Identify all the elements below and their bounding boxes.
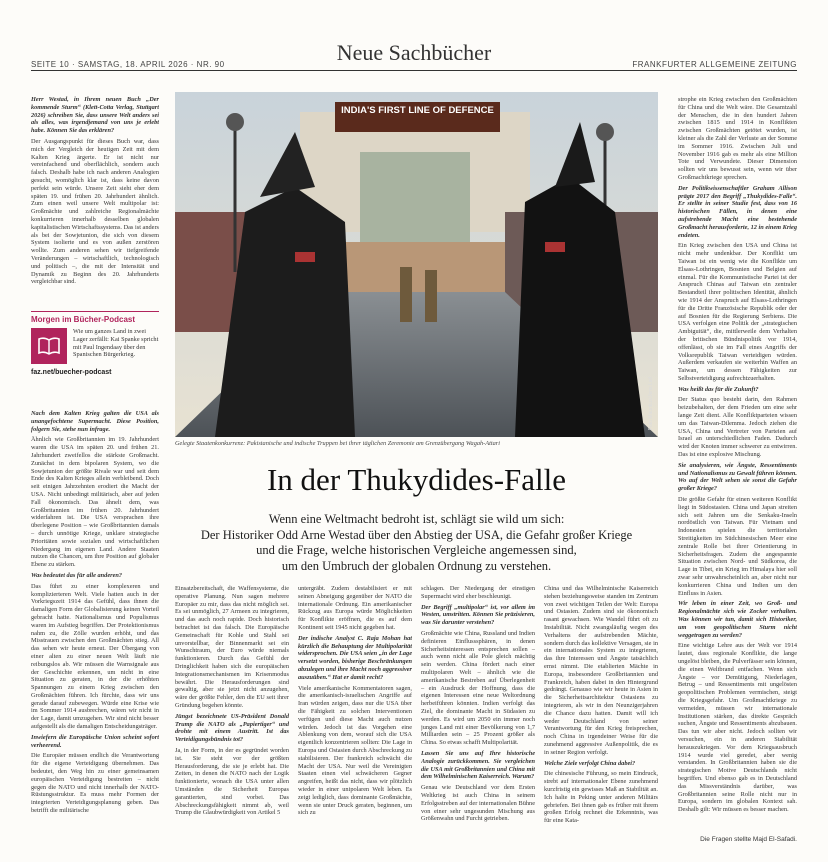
- section-title: Neue Sachbücher: [336, 40, 492, 65]
- interview-credit: Die Fragen stellte Majd El-Safadi.: [700, 836, 797, 843]
- answer: Einsatzbereitschaft, die Waffensysteme, die operative Planung. Nun sagen mehrere Europäer zu mir, dass das nicht möglich sei. Es sei unmöglich, 27 Armeen zu integrieren, und das auch noch rapide. Doch historisch betrachtet ist das falsch. Die Europäische Gemeinschaft für Kohle und Stahl sei unvorstellbar, der Binnenmarkt sei ein Wunschtraum, der Euro würde niemals funktionieren. Durch das Gefühl der Dringlichkeit haben sich die europäischen Integrationsmechanismen im Krisenmodus bewährt. Die Herausforderungen sind gewaltig, aber sie jetzt nicht anzugehen, wäre der größte Fehler, den die EU seit ihrer Gründung begehen könnte.: [175, 585, 289, 709]
- question: Was bedeutet das für alle anderen?: [31, 571, 123, 579]
- column-e: [421, 585, 535, 857]
- podcast-title: Morgen im Bücher-Podcast: [31, 311, 159, 324]
- answer: strophe ein Krieg zwischen den Großmächten für China und die Welt wäre. Die Gesamtzahl der Menschen, die in den hundert Jahren zwischen 1815 und 1914 in Konflikten zwischen Großmächten getötet wurden, ist kleiner als die Zahl der Verluste an der Somme im Sommer 1916. Zwischen Juli und November 1916 gab es mehr als eine Million Tote und Verwundete. Dieser Dimension sollten wir uns bewusst sein, wenn wir über Großmachtkriege sprechen.: [678, 96, 797, 181]
- photo-credit: Foto Mauritius/Jens Laif: [648, 377, 654, 431]
- podcast-box: [31, 311, 159, 376]
- answer: Die größte Gefahr für einen weiteren Konflikt liegt in Südostasien. China und Japan streiten sich seit Jahren um die Senkaku-Inseln nordöstlich von Taiwan. Für Vietnam und Indonesien spielen die territorialen Streitigkeiten im Südchinesischen Meer eine zentrale Rolle bei ihrer Orientierung in Sicherheitsfragen. Zudem die angespannte Situation zwischen Nord- und Südkorea, die Lage in Tibet, ein Krieg im Himalaya hier soll zwar sehr unwahrscheinlich an, aber nicht nur konkurrieren China und Indien um den Einfluss in Asien.: [678, 496, 797, 597]
- question: Sie analysieren, wie Ängste, Ressentiments und Nationalismus zu Gewalt führen können. Wo auf der Welt sehen sie sonst die Gefahr großer Kriege?: [678, 461, 797, 493]
- answer: schlagen. Der Niedergang der einstigen Supermacht wird eher beschleunigt.: [421, 585, 535, 600]
- column-left-bottom: [31, 410, 159, 858]
- question: Lassen Sie uns auf Ihre historische Analogie zurückkommen. Sie vergleichen die USA mit Großbritannien und China mit dem Wilhelminischen Kaiserreich. Warum?: [421, 749, 535, 781]
- question: Herr Westad, in Ihrem neuen Buch „Der kommende Sturm“ (Klett-Cotta Verlag, Stuttgart 2026) schreiben Sie, dass unsere Welt anders sei als alles, was irgendjemand von uns je erlebt habe. Können Sie das erklären?: [31, 96, 159, 135]
- header-rule: [31, 70, 797, 71]
- photo-caption: Gelegte Staatenkonkurrenz: Pakistanische und indische Truppen bei ihrer täglichen Zeremonie am Grenzübergang Wagah-Attari: [175, 440, 500, 447]
- answer: Die Europäer müssen endlich die Verantwortung für die eigene Verteidigung übernehmen. Das bedeutet, den Weg hin zu einer gemeinsamen europäischen Verteidigung bestreiten – nicht gegen die NATO und nicht innerhalb der NATO-Rüstungsstruktur. Es muss mehr Formen der integrierten Verteidigungsplanung geben. Das betrifft die militärische: [31, 752, 159, 815]
- column-d: [298, 585, 412, 857]
- photo-sign-text: INDIA'S FIRST LINE OF DEFENCE: [341, 105, 494, 116]
- article-headline: In der Thukydides-Falle: [266, 462, 567, 497]
- answer: untergräbt. Zudem destabilisiert er mit seinen Abneigung gegenüber der NATO die internationale Ordnung. Ein amerikanischer Rückzug aus Europa würde Möglichkeiten für Konflikte eröffnen, die es auf dem Kontinent seit 1945 nicht gegeben hat.: [298, 585, 412, 631]
- subhead-line: und die Frage, welche historischen Vergleiche angemessen sind,: [256, 543, 577, 557]
- column-c: [175, 585, 289, 857]
- column-right: [678, 96, 797, 831]
- answer: China und das Wilhelminische Kaiserreich stehen beziehungsweise standen im Zentrum von zwei wichtigen Teilen der Welt: Europa und Ostasien. Zudem sind sie ökonomisch rasant gewachsen. Wie Wandel führt oft zu Instabilität. Nicht zwangsläufig wegen des Verhaltens der aufstrebenden Mächte, sondern durch das kollektive Versagen, sie in ein internationales System zu integrieren, das ihre Interessen und Ängste tatsächlich ernst nimmt. Die etablierten Mächte in Europa, insbesondere Großbritannien und Frankreich, haben dabei in den Hintergrund gedrängt. Genauso wie wir heute in Asien in die Sicherheitsarchitektur Ostasiens zu integrieren, als wir in den Neunzigerjahren die Chance dazu hatten. Damit will ich weder Deutschland von seiner Verantwortung für den Krieg freisprechen, noch China in irgendeiner Weise für die zunehmend aggressive Außenpolitik, die es in seiner Region verfolgt.: [544, 585, 658, 756]
- column-f: [544, 585, 658, 857]
- answer: Ja, in der Form, in der es gegründet worden ist. Sie steht vor der größten Herausforderung, die sie je erlebt hat. Die Zeiten, in denen die NATO nach der Logik funktionierte, wonach die USA unter allen Umständen die Sicherheit Europas garantierten, sind vorbei. Das Abschreckungsfähigkeit nimmt ab, weil Trump die Glaubwürdigkeit von Artikel 5: [175, 746, 289, 817]
- question: Der Begriff „multipolar“ ist, vor allem im Westen, umstritten. Können Sie präzisieren, was Sie darunter verstehen?: [421, 603, 535, 627]
- answer: Die chinesische Führung, so mein Eindruck, strebt auf internationaler Ebene zunehmend kurzfristig ein gewisses Maß an Stabilität an. Ich halte in Peking unter anderen Militärs gebriefen. Bei ihnen gab es früher mit ihrem großen Erfolg rechnet die Erkenntnis, was für eine Kata-: [544, 770, 658, 825]
- podcast-text: Wie um ganzes Land in zwei Lager zerfällt: Kai Spanke spricht mit Paul Ingendaay über den Spanischen Bürgerkrieg.: [73, 328, 159, 359]
- answer: Der Status quo besteht darin, den Rahmen beizubehalten, der dem Frieden um eine sehr lange Zeit dient. Alle Konfliktparteien wissen um das Taiwan-Dilemma. Jedoch ziehen die USA, China und Vertreter von Parteien auf Israel an unterschiedlichen Faden. Dadurch wird der Knoten immer schwerer zu entwirren. Das ist eine explosive Mischung.: [678, 396, 797, 459]
- question: Was heißt das für die Zukunft?: [678, 385, 759, 393]
- answer: Ähnlich wie Großbritannien im 19. Jahrhundert waren die USA im späten 20. und frühen 21. Jahrhundert zweifellos die stärkste Großmacht. Zunächst in dem bipolaren System, wo die Sowjetunion der größte Rivale war und seit dem Ende des Kalten Krieges allein verbleibend. Doch seit einigen Jahrzehnten erodiert die Macht der USA. Nicht unbedingt militärisch, aber auf jeden Fall ökonomisch. Das ähnelt dem, was Großbritannien im frühen 20. Jahrhundert widerfahren ist. Die USA versprachen ihre überlegene Position – wie Großbritannien damals – durch unnötige Kriege, unklare strategische Prioritäten sowie sozialen und wirtschaftlichen Niedergang im eigenen Land. Andere Staaten nutzen die Chancen, um ihre Position auf globaler Ebene zu stärken.: [31, 436, 159, 569]
- folio-right: FRANKFURTER ALLGEMEINE ZEITUNG: [632, 60, 797, 69]
- book-icon: [31, 328, 67, 364]
- answer: Der Ausgangspunkt für dieses Buch war, dass mich der Vergleich der heutigen Zeit mit dem Kalten Krieg ärgerte. Er ist nicht nur vereinfachend und oberflächlich, sondern auch falsch. Deshalb habe ich nach anderen Analogien gesucht, womöglich klar ist, dass keine davon perfekt sein würde. Unsere Zeit sieht eher dem späten 19. und frühen 20. Jahrhundert ähnlich. Zum einen weil unsere Welt multipolar ist: Großmächte und zahlreiche Regionalmächte konkurrieren innerhalb desselben globalen kapitalistischen Wirtschaftssystems. Das ist anders als bei der Sowjetunion, die sich von diesem System isolierte und es von außen zerstören wollte. Zum anderen sehen wir tiefgreifende Veränderungen – wirtschaftlich, technologisch und politisch –, die mit der Intensität und Dynamik zu Beginn des 20. Jahrhunderts vergleichbar sind.: [31, 137, 159, 286]
- question: Jüngst bezeichnete US-Präsident Donald Trump die NATO als „Papiertiger“ und drohte mit einem Austritt. Ist das Verteidigungsbündnis tot?: [175, 712, 289, 744]
- question: Welche Ziele verfolgt China dabei?: [544, 759, 636, 767]
- subhead-line: Der Historiker Odd Arne Westad über den Abstieg der USA, die Gefahr großer Kriege: [200, 527, 633, 542]
- answer: Ein Krieg zwischen den USA und China ist nicht mehr undenkbar. Der Konflikt um Taiwan ist ein wenig wie die Konflikte um Elsass-Lothringen, Bosnien und Belgien auf einmal. Für die Kommunistische Partei ist der Anspruch Chinas auf Taiwan ein zentraler Bestandteil ihrer politischen Identität, ähnlich wie 1914 der Anspruch auf Elsass-Lothringen für die Dritte Französische Republik oder der auf Bosnien für die Regierung Serbiens. Die USA verfolgen eine Politik der „strategischen Ambiguität“, die, mittlerweile dem Verhalten der britischen Bündnispolitik vor 1914, offenlässt, ob sie im Fall eines Angriffs der Volksrepublik Taiwan verteidigen würden. Außerdem verkaufen sie weiterhin Waffen an Taiwan, um dessen Fähigkeiten zur Selbstverteidigung aufrechtzuerhalten.: [678, 242, 797, 382]
- question: Inwiefern die Europäische Union scheint sofort verheerend.: [31, 733, 159, 749]
- question: Nach dem Kalten Krieg galten die USA als unangefochtene Supermacht. Diese Position, folgern Sie, stehe nun infrage.: [31, 410, 159, 433]
- question: Wir leben in einer Zeit, wo Groß- und Regionalmächte sich wie Zocker verhalten. Was können wir tun, damit sich Historiker, um vom geopolitischen Sturm nicht weggetragen zu werden?: [678, 600, 797, 639]
- article-photo: [175, 92, 658, 437]
- question: Der Politikwissenschaftler Graham Allison prägte 2017 den Begriff „Thukydides-Falle“. Er stellte in seiner Studie fest, dass von 16 historischen Fällen, in denen eine aufstrebende Macht eine bestehende Großmacht herausforderte, 12 in einem Krieg endeten.: [678, 184, 797, 239]
- subhead-line: Wenn eine Weltmacht bedroht ist, schlägt sie wild um sich:: [268, 512, 565, 526]
- answer: Großmächte wie China, Russland und Indien definieren Einflusssphären, in denen Sicherheitsinteressen entsprechen sollen – auch wenn nicht alle Pole gleich mächtig sein werden. China fördert nach einer multipolaren Welt – ähnlich wie die amerikanische Bestreben auf Überlegenheit – ein Ausdruck der Hoffnung, dass die eigenen Interessen eine neue Weltordnung herbeiführen könnten. Indien verfolgt das Ziel, die dominante Macht in Südasien zu werden. Es wird um 2050 ein immer noch junges Land mit einer Bevölkerung von 1,7 Milliarden sein – 25 Prozent größer als China. So etwas schafft Multipolarität.: [421, 629, 535, 747]
- answer: Das führt zu einer komplexeren und komplizierteren Welt. Viele hatten auch in der Vorkriegszeit 1914 das Gefühl, dass ihnen die damaligen Form der Globalisierung keinen Vorteil gebracht hatte. Nationalismus und Populismus waren im Aufstieg begriffen. Der Protektionismus nahm zu, die Zölle wurden erhöht, und das Misstrauen zwischen den Großmächten stieg. All das sehen wir heute erneut. Der Übergang von einer alten zu einer neuen Welt läuft nie reibungslos ab. Wir müssen die Warnsignale aus der Geschichte erkennen, um nicht in eine Situation zu geraten, in der die erhöhten Spannungen zu einem Krieg zwischen den Großmächten führen. Ich fürchte, dass wir uns gerade darauf zubewegen. Würde eine Krise wie im Sommer 1914 ausbrechen, wären wir nicht in der Lage, damit umzugehen. Wir sind nicht besser aufgestellt als die damaligen Entscheidungsträger.: [31, 582, 159, 731]
- folio-left: SEITE 10 · SAMSTAG, 18. APRIL 2026 · NR. 90: [31, 60, 225, 69]
- subhead-line: um den Umbruch der globalen Ordnung zu verstehen.: [281, 558, 552, 573]
- podcast-link[interactable]: faz.net/buecher-podcast: [31, 369, 112, 376]
- question: Der indische Analyst C. Raja Mohan hat kürzlich die Behauptung der Multipolarität widersprochen. Die USA seien „in der Lage versetzt worden, bisherige Beschränkungen abzulegen und ihre Macht noch aggressiver auszuüben.“ Hat er damit recht?: [298, 634, 412, 681]
- answer: Eine wichtige Lehre aus der Welt vor 1914 lautet, dass regionale Konflikte, die lange ungelöst bleiben, die Pulverfässer sein können, die einen Weltbrand entfachen. Wenn sich Ängste – vor Demütigung, Niederlagen, Betrug – und Ressentiments mit ungelösten geopolitischen Problemen vermischen, steigt die Kriegsgefahr. Um Großmachtkriege zu vermeiden, müssen wir internationale Institutionen stärken, das direkte Gespräch suchen, Ängste und Ressentiments abzubauen. Das tun wir aber nicht. Jedoch sollten wir versuchen, ein in anderen Stabilität herauszukriegen. Vor dem Kriegsausbruch 1914 wurde viel geredet, aber wenig verstanden. In Großbritannien haben sie die strategischen Motive Deutschlands nicht begriffen. Und ebenso gab es in Deutschland das Missverständnis darüber, was Großbritannien seine Rolle nicht nur in Europa, sondern im globalen Kontext sah. Deshalb gilt: Wir müssen es besser machen.: [678, 642, 797, 814]
- border-ceremony-image: [175, 92, 658, 437]
- column-left-top: [31, 96, 159, 308]
- answer: Genau wie Deutschland vor dem Ersten Weltkrieg ist auch China in seinem Erfolgsstreben auf der internationalen Bühne von einer sehr ungesunden Mischung aus Größenwahn und Furcht getrieben.: [421, 784, 535, 823]
- article-subhead: [175, 512, 658, 574]
- answer: Viele amerikanische Kommentatoren sagen, die amerikanisch-israelischen Angriffe auf Iran würden zeigen, dass nur die USA über die Fähigkeit zu solchen Interventionen verfügen und diese Macht auch nutzen würden. Jedoch ist das Vorgehen eine Ablenkung von dem, worauf sich die USA eigentlich konzentrieren sollten: Die Lage in Europa und Ostasien durch Abschreckung zu stabilisieren. Der frankreich schwächt die Macht der USA. Nur weil die Vereinigten Staaten einen viel schwächeren Gegner angreifen, heißt das nicht, dass wir plötzlich wieder in einer unipolaren Welt leben. Es zeigt lediglich, dass dominante Großmächte, wenn sie unter Druck geraten, beginnen, um sich zu: [298, 684, 412, 817]
